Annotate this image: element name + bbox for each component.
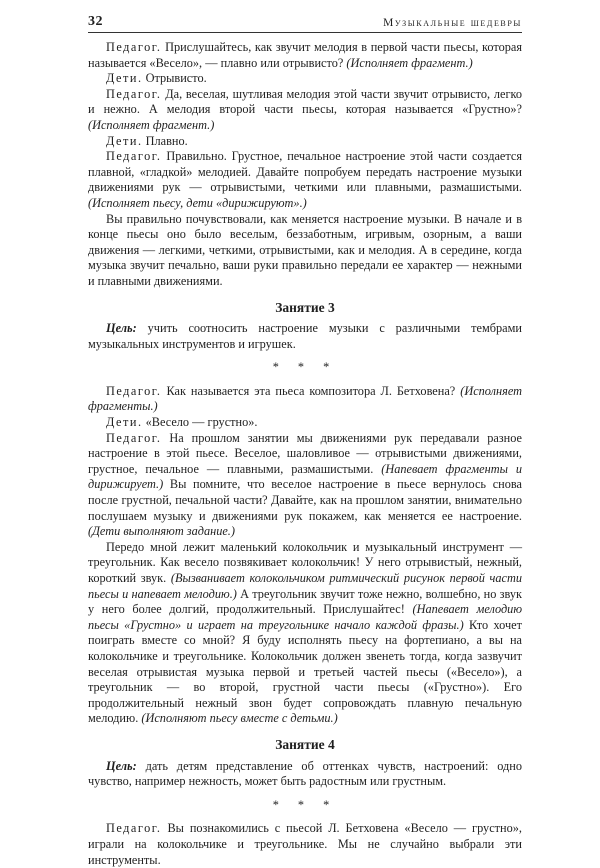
- goal-label: Цель:: [106, 758, 137, 773]
- paragraph-text: А треугольник звучит тоже нежно, волшебно, но звук у него более долгий, продолжительный. Прислушайтес!: [88, 586, 523, 617]
- paragraph: [88, 384, 522, 415]
- paragraph-text: Как называется эта пьеса композитора Л. Бетховена?: [166, 383, 456, 398]
- page-number: 32: [88, 14, 103, 29]
- goal-label: Цель:: [106, 321, 137, 336]
- paragraph-text: Кто хочет поиграть вместе со мной? Я буду исполнять пьесу на фортепиано, а вы на колокольчике и треугольнике. Колокольчик должен звенеть тогда, когда зазвучит веселая отрывистая музыка первой и третьей частей пьесы («Весело»), а треугольник — во второй, грустной части пьесы («Грустно»). Его продолжительный нежный звон будет сопровождать плавную печальную мелодию.: [88, 617, 522, 726]
- lesson-3-title: Занятие 3: [275, 299, 335, 315]
- stage-direction: (Исполняет фрагмент.): [88, 117, 215, 132]
- paragraph: [88, 40, 522, 71]
- paragraph: [88, 540, 522, 727]
- stage-direction: (Напевает фрагменты и дирижирует.): [88, 461, 522, 492]
- paragraph: [88, 415, 522, 431]
- speaker-label: Педагог.: [106, 821, 162, 836]
- speaker-label: Педагог.: [106, 149, 162, 164]
- goal-text: дать детям представление об оттенках чувств, настроений: одно чувство, например нежность, может быть радостным или грустным.: [88, 758, 522, 789]
- stage-direction: (Исполняет фрагмент.): [346, 55, 473, 70]
- stage-direction: (Исполняет пьесу, дети «дирижируют».): [88, 195, 307, 210]
- paragraph-text: Вы правильно почувствовали, как меняется настроение музыки. В начале и в конце пьесы оно было веселым, беззаботным, игривым, озорным, а ваши движения — легкими, четкими, отрывистыми, как и мелодия. А в середине, когда музыка звучит печально, ваши руки правильно передали ее характер — нежными и плавными движениями.: [88, 211, 522, 288]
- speaker-label: Педагог.: [106, 383, 162, 398]
- speaker-label: Дети.: [106, 71, 143, 86]
- page-content: [88, 40, 522, 868]
- paragraph: [88, 87, 522, 134]
- paragraph-text: Плавно.: [145, 133, 188, 148]
- paragraph-text: Прислушайтесь, как звучит мелодия в первой части пьесы, которая называется «Весело», — плавно или отрывисто?: [88, 40, 522, 70]
- section-separator: * * *: [272, 797, 338, 812]
- paragraph: [88, 821, 522, 868]
- page-header: [88, 12, 522, 33]
- lesson-4-goal: [88, 759, 522, 790]
- speaker-label: Педагог.: [106, 430, 162, 445]
- paragraph-text: Да, веселая, шутливая мелодия этой части звучит отрывисто, легко и нежно. А мелодия второй части пьесы, которая называется «Грустно»?: [88, 86, 522, 117]
- paragraph-text: «Весело — грустно».: [145, 415, 258, 430]
- paragraph: [88, 71, 522, 87]
- paragraph-text: Вы помните, что веселое настроение в пьесе вернулось снова после грустной, печальной части? Давайте, как на прошлом занятии, внимательно послушаем музыку и движениями рук покажем, как меняется ее настроение.: [88, 477, 523, 523]
- speaker-label: Педагог.: [106, 86, 162, 101]
- section-separator: * * *: [272, 360, 338, 375]
- paragraph-text: Вы познакомились с пьесой Л. Бетховена «Весело — грустно», играли на колокольчике и треугольнике. Мы не случайно выбрали эти инструменты.: [88, 821, 522, 867]
- paragraph: [88, 212, 522, 290]
- paragraph-text: Отрывисто.: [145, 71, 207, 86]
- stage-direction: (Исполняет фрагменты.): [88, 383, 522, 414]
- speaker-label: Дети.: [106, 133, 143, 148]
- paragraph: [88, 149, 522, 211]
- goal-text: учить соотносить настроение музыки с различными тембрами музыкальных инструментов и игрушек.: [88, 321, 522, 351]
- running-title: Музыкальные шедевры: [383, 17, 522, 29]
- stage-direction: (Вызванивает колокольчиком ритмический рисунок первой части пьесы и напевает мелодию.): [88, 571, 522, 601]
- stage-direction: (Исполняют пьесу вместе с детьми.): [141, 711, 338, 726]
- paragraph-text: Передо мной лежит маленький колокольчик и музыкальный инструмент — треугольник. Как весело позвякивает колокольчик! У него отрывистый, нежный, короткий звук.: [88, 539, 522, 585]
- paragraph: [88, 431, 522, 540]
- paragraph-text: На прошлом занятии мы движениями рук передавали разное настроение в этой пьесе. Веселое, шаловливое — отрывистыми движениями, грустное, печальное — плавными, размашистыми.: [88, 430, 522, 476]
- stage-direction: (Напевает мелодию пьесы «Грустно» и играет на треугольнике начало каждой фразы.): [88, 602, 523, 632]
- paragraph-text: Правильно. Грустное, печальное настроение этой части создается плавной, «гладкой» мелодией. Давайте попробуем передать настроение музыки движениями рук — отрывистыми, четкими или плавными, размашистыми.: [88, 149, 523, 195]
- lesson-3-goal: [88, 321, 522, 352]
- speaker-label: Дети.: [106, 415, 143, 430]
- paragraph: [88, 134, 522, 150]
- speaker-label: Педагог.: [106, 40, 162, 54]
- lesson-4-title: Занятие 4: [275, 736, 335, 752]
- stage-direction: (Дети выполняют задание.): [88, 524, 235, 539]
